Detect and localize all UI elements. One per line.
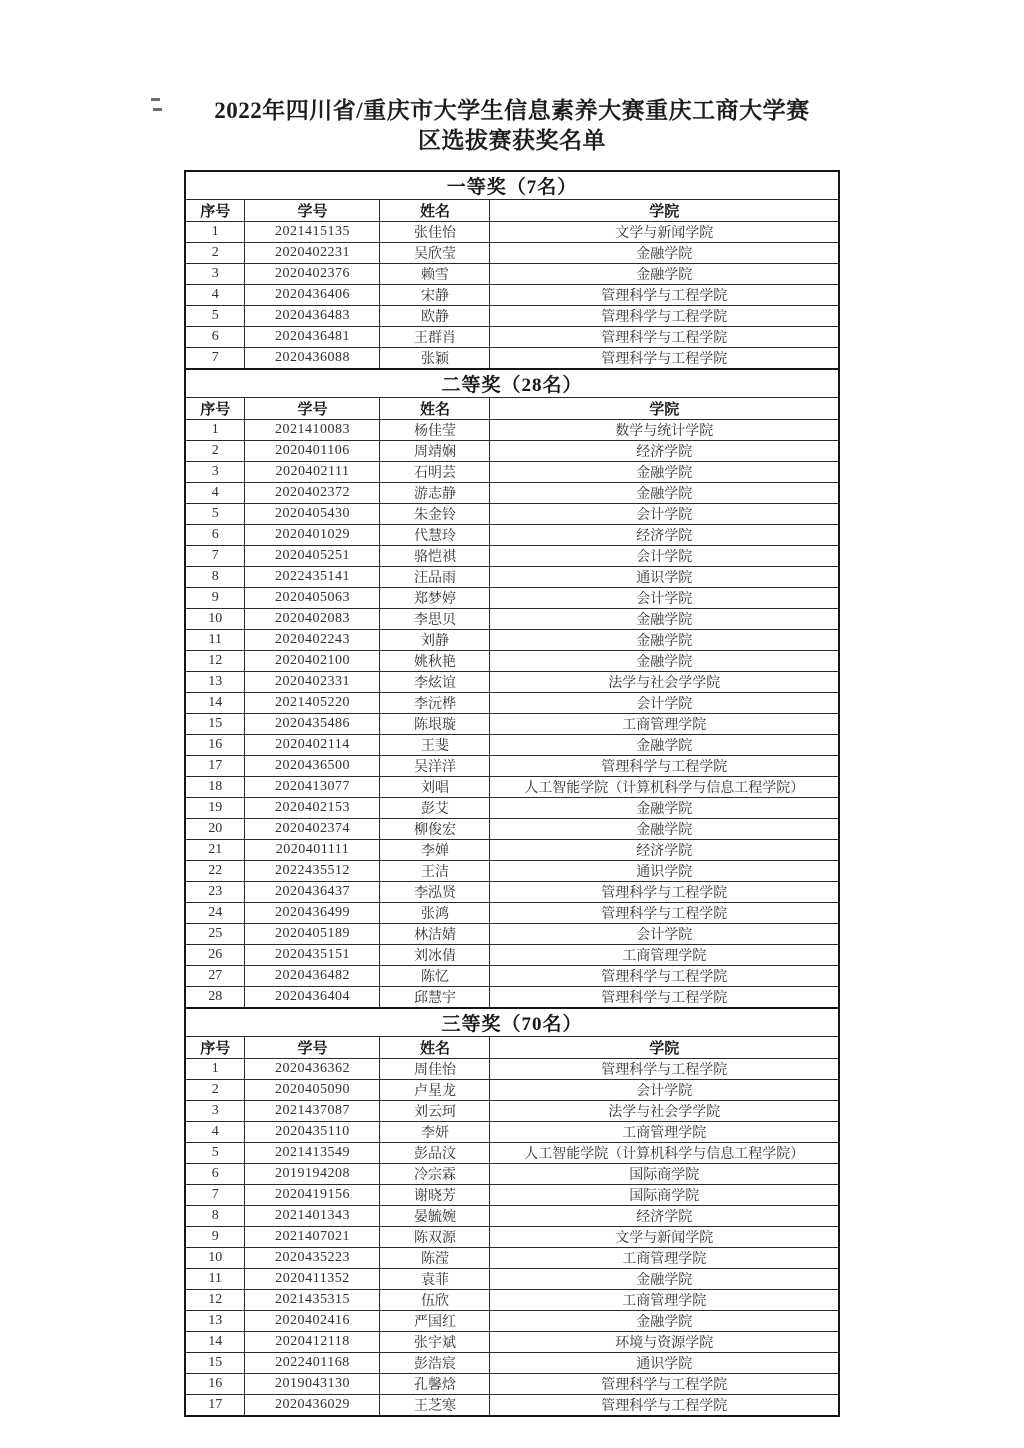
column-header: 姓名 [380, 200, 490, 222]
table-row [185, 672, 839, 693]
college-cell: 经济学院 [490, 840, 839, 861]
table-row [185, 798, 839, 819]
student-id-cell: 2021413549 [245, 1143, 380, 1164]
student-id-cell: 2022401168 [245, 1353, 380, 1374]
table-row [185, 1248, 839, 1269]
college-cell: 环境与资源学院 [490, 1332, 839, 1353]
name-cell: 冷宗霖 [380, 1164, 490, 1185]
college-cell: 金融学院 [490, 462, 839, 483]
name-cell: 骆恺祺 [380, 546, 490, 567]
column-header-row [185, 398, 839, 420]
table-row [185, 987, 839, 1009]
college-cell: 金融学院 [490, 264, 839, 285]
name-cell: 郑梦婷 [380, 588, 490, 609]
student-id-cell: 2020435486 [245, 714, 380, 735]
table-row [185, 1101, 839, 1122]
college-cell: 金融学院 [490, 243, 839, 264]
student-id-cell: 2020435223 [245, 1248, 380, 1269]
column-header: 序号 [185, 398, 245, 420]
serial-cell: 14 [185, 693, 245, 714]
table-row [185, 504, 839, 525]
column-header-row [185, 1037, 839, 1059]
student-id-cell: 2020435110 [245, 1122, 380, 1143]
college-cell: 经济学院 [490, 1206, 839, 1227]
student-id-cell: 2022435512 [245, 861, 380, 882]
college-cell: 工商管理学院 [490, 1290, 839, 1311]
serial-cell: 17 [185, 756, 245, 777]
college-cell: 管理科学与工程学院 [490, 1374, 839, 1395]
student-id-cell: 2020402372 [245, 483, 380, 504]
student-id-cell: 2021405220 [245, 693, 380, 714]
table-row [185, 1332, 839, 1353]
table-row [185, 1206, 839, 1227]
name-cell: 石明芸 [380, 462, 490, 483]
table-row [185, 1059, 839, 1080]
table-row [185, 1311, 839, 1332]
serial-cell: 16 [185, 1374, 245, 1395]
name-cell: 彭浩宸 [380, 1353, 490, 1374]
table-row [185, 1395, 839, 1417]
serial-cell: 7 [185, 348, 245, 370]
student-id-cell: 2020436029 [245, 1395, 380, 1417]
table-row [185, 840, 839, 861]
name-cell: 代慧玲 [380, 525, 490, 546]
serial-cell: 6 [185, 525, 245, 546]
table-row [185, 327, 839, 348]
name-cell: 杨佳莹 [380, 420, 490, 441]
college-cell: 金融学院 [490, 1269, 839, 1290]
name-cell: 王洁 [380, 861, 490, 882]
table-row [185, 735, 839, 756]
college-cell: 会计学院 [490, 693, 839, 714]
column-header: 学院 [490, 1037, 839, 1059]
name-cell: 李婵 [380, 840, 490, 861]
name-cell: 孔馨焓 [380, 1374, 490, 1395]
column-header: 学号 [245, 398, 380, 420]
college-cell: 管理科学与工程学院 [490, 306, 839, 327]
table-row [185, 1290, 839, 1311]
college-cell: 国际商学院 [490, 1185, 839, 1206]
college-cell: 管理科学与工程学院 [490, 327, 839, 348]
table-row [185, 525, 839, 546]
college-cell: 管理科学与工程学院 [490, 882, 839, 903]
name-cell: 刘静 [380, 630, 490, 651]
table-row [185, 609, 839, 630]
section-header-row [185, 1008, 839, 1037]
serial-cell: 1 [185, 1059, 245, 1080]
table-row [185, 306, 839, 327]
student-id-cell: 2021435315 [245, 1290, 380, 1311]
student-id-cell: 2020405063 [245, 588, 380, 609]
college-cell: 文学与新闻学院 [490, 222, 839, 243]
student-id-cell: 2020402331 [245, 672, 380, 693]
student-id-cell: 2020405251 [245, 546, 380, 567]
table-row [185, 1374, 839, 1395]
name-cell: 柳俊宏 [380, 819, 490, 840]
name-cell: 林洁婧 [380, 924, 490, 945]
college-cell: 管理科学与工程学院 [490, 966, 839, 987]
table-row [185, 441, 839, 462]
name-cell: 周佳怡 [380, 1059, 490, 1080]
student-id-cell: 2020402376 [245, 264, 380, 285]
student-id-cell: 2020436499 [245, 903, 380, 924]
college-cell: 金融学院 [490, 735, 839, 756]
student-id-cell: 2020402153 [245, 798, 380, 819]
name-cell: 刘云珂 [380, 1101, 490, 1122]
college-cell: 金融学院 [490, 798, 839, 819]
serial-cell: 20 [185, 819, 245, 840]
table-row [185, 1269, 839, 1290]
student-id-cell: 2020436482 [245, 966, 380, 987]
table-row [185, 420, 839, 441]
college-cell: 管理科学与工程学院 [490, 1059, 839, 1080]
serial-cell: 23 [185, 882, 245, 903]
column-header: 姓名 [380, 398, 490, 420]
student-id-cell: 2020402114 [245, 735, 380, 756]
serial-cell: 13 [185, 672, 245, 693]
college-cell: 金融学院 [490, 630, 839, 651]
table-row [185, 819, 839, 840]
column-header: 序号 [185, 200, 245, 222]
student-id-cell: 2020436483 [245, 306, 380, 327]
name-cell: 谢晓芳 [380, 1185, 490, 1206]
student-id-cell: 2020436088 [245, 348, 380, 370]
college-cell: 文学与新闻学院 [490, 1227, 839, 1248]
table-row [185, 285, 839, 306]
table-row [185, 1164, 839, 1185]
table-row [185, 222, 839, 243]
name-cell: 王斐 [380, 735, 490, 756]
table-row [185, 1185, 839, 1206]
section-header-row [185, 369, 839, 398]
serial-cell: 16 [185, 735, 245, 756]
serial-cell: 6 [185, 327, 245, 348]
student-id-cell: 2020405090 [245, 1080, 380, 1101]
serial-cell: 7 [185, 1185, 245, 1206]
table-row [185, 693, 839, 714]
serial-cell: 3 [185, 462, 245, 483]
serial-cell: 9 [185, 1227, 245, 1248]
college-cell: 人工智能学院（计算机科学与信息工程学院） [490, 777, 839, 798]
table-row [185, 1353, 839, 1374]
table-row [185, 630, 839, 651]
serial-cell: 12 [185, 1290, 245, 1311]
serial-cell: 3 [185, 264, 245, 285]
student-id-cell: 2019043130 [245, 1374, 380, 1395]
column-header: 学号 [245, 200, 380, 222]
name-cell: 张佳怡 [380, 222, 490, 243]
college-cell: 管理科学与工程学院 [490, 1395, 839, 1417]
serial-cell: 15 [185, 1353, 245, 1374]
college-cell: 法学与社会学学院 [490, 672, 839, 693]
name-cell: 刘冰倩 [380, 945, 490, 966]
name-cell: 吴欣莹 [380, 243, 490, 264]
name-cell: 陈垠璇 [380, 714, 490, 735]
table-row [185, 714, 839, 735]
student-id-cell: 2020436362 [245, 1059, 380, 1080]
table-row [185, 264, 839, 285]
table-row [185, 861, 839, 882]
serial-cell: 9 [185, 588, 245, 609]
serial-cell: 12 [185, 651, 245, 672]
table-row [185, 1122, 839, 1143]
name-cell: 李沅桦 [380, 693, 490, 714]
name-cell: 彭艾 [380, 798, 490, 819]
name-cell: 伍欣 [380, 1290, 490, 1311]
serial-cell: 1 [185, 420, 245, 441]
table-row [185, 903, 839, 924]
student-id-cell: 2020436437 [245, 882, 380, 903]
student-id-cell: 2021407021 [245, 1227, 380, 1248]
column-header: 学院 [490, 200, 839, 222]
table-row [185, 567, 839, 588]
college-cell: 管理科学与工程学院 [490, 348, 839, 370]
table-row [185, 243, 839, 264]
college-cell: 工商管理学院 [490, 1248, 839, 1269]
college-cell: 金融学院 [490, 819, 839, 840]
student-id-cell: 2020401029 [245, 525, 380, 546]
column-header: 序号 [185, 1037, 245, 1059]
serial-cell: 4 [185, 1122, 245, 1143]
college-cell: 通识学院 [490, 861, 839, 882]
serial-cell: 4 [185, 483, 245, 504]
college-cell: 工商管理学院 [490, 1122, 839, 1143]
serial-cell: 2 [185, 441, 245, 462]
name-cell: 张鸿 [380, 903, 490, 924]
student-id-cell: 2020402083 [245, 609, 380, 630]
table-row [185, 966, 839, 987]
serial-cell: 6 [185, 1164, 245, 1185]
college-cell: 会计学院 [490, 1080, 839, 1101]
serial-cell: 3 [185, 1101, 245, 1122]
student-id-cell: 2020435151 [245, 945, 380, 966]
college-cell: 法学与社会学学院 [490, 1101, 839, 1122]
serial-cell: 8 [185, 567, 245, 588]
section-title: 三等奖（70名） [185, 1008, 839, 1037]
name-cell: 游志静 [380, 483, 490, 504]
table-row [185, 882, 839, 903]
student-id-cell: 2021437087 [245, 1101, 380, 1122]
name-cell: 周靖娴 [380, 441, 490, 462]
name-cell: 朱金铃 [380, 504, 490, 525]
serial-cell: 5 [185, 1143, 245, 1164]
name-cell: 姚秋艳 [380, 651, 490, 672]
document-title [152, 0, 872, 156]
college-cell: 金融学院 [490, 651, 839, 672]
name-cell: 欧静 [380, 306, 490, 327]
name-cell: 张颖 [380, 348, 490, 370]
serial-cell: 10 [185, 609, 245, 630]
table-row [185, 1227, 839, 1248]
table-row [185, 588, 839, 609]
college-cell: 管理科学与工程学院 [490, 285, 839, 306]
student-id-cell: 2020402416 [245, 1311, 380, 1332]
awards-table [184, 170, 840, 1417]
serial-cell: 8 [185, 1206, 245, 1227]
student-id-cell: 2020401106 [245, 441, 380, 462]
serial-cell: 28 [185, 987, 245, 1009]
table-row [185, 651, 839, 672]
name-cell: 严国红 [380, 1311, 490, 1332]
serial-cell: 27 [185, 966, 245, 987]
student-id-cell: 2020402374 [245, 819, 380, 840]
serial-cell: 10 [185, 1248, 245, 1269]
college-cell: 工商管理学院 [490, 945, 839, 966]
college-cell: 会计学院 [490, 588, 839, 609]
name-cell: 汪品雨 [380, 567, 490, 588]
college-cell: 会计学院 [490, 546, 839, 567]
college-cell: 人工智能学院（计算机科学与信息工程学院） [490, 1143, 839, 1164]
table-row [185, 945, 839, 966]
table-row [185, 756, 839, 777]
name-cell: 宋静 [380, 285, 490, 306]
serial-cell: 5 [185, 504, 245, 525]
column-header: 学号 [245, 1037, 380, 1059]
college-cell: 经济学院 [490, 441, 839, 462]
college-cell: 数学与统计学院 [490, 420, 839, 441]
student-id-cell: 2020405189 [245, 924, 380, 945]
student-id-cell: 2020405430 [245, 504, 380, 525]
college-cell: 管理科学与工程学院 [490, 987, 839, 1009]
serial-cell: 1 [185, 222, 245, 243]
student-id-cell: 2020402231 [245, 243, 380, 264]
serial-cell: 25 [185, 924, 245, 945]
college-cell: 金融学院 [490, 609, 839, 630]
serial-cell: 24 [185, 903, 245, 924]
section-title: 一等奖（7名） [185, 171, 839, 200]
college-cell: 通识学院 [490, 567, 839, 588]
section-header-row [185, 171, 839, 200]
name-cell: 赖雪 [380, 264, 490, 285]
student-id-cell: 2020436500 [245, 756, 380, 777]
name-cell: 王芝寒 [380, 1395, 490, 1417]
table-row [185, 1080, 839, 1101]
student-id-cell: 2021410083 [245, 420, 380, 441]
student-id-cell: 2020436404 [245, 987, 380, 1009]
college-cell: 管理科学与工程学院 [490, 756, 839, 777]
student-id-cell: 2020402100 [245, 651, 380, 672]
table-row [185, 924, 839, 945]
table-row [185, 462, 839, 483]
name-cell: 李思贝 [380, 609, 490, 630]
name-cell: 卢星龙 [380, 1080, 490, 1101]
serial-cell: 26 [185, 945, 245, 966]
name-cell: 王群肖 [380, 327, 490, 348]
name-cell: 彭品汶 [380, 1143, 490, 1164]
name-cell: 刘唱 [380, 777, 490, 798]
college-cell: 国际商学院 [490, 1164, 839, 1185]
college-cell: 工商管理学院 [490, 714, 839, 735]
serial-cell: 18 [185, 777, 245, 798]
table-row [185, 546, 839, 567]
student-id-cell: 2020419156 [245, 1185, 380, 1206]
college-cell: 管理科学与工程学院 [490, 903, 839, 924]
student-id-cell: 2020411352 [245, 1269, 380, 1290]
student-id-cell: 2022435141 [245, 567, 380, 588]
name-cell: 陈忆 [380, 966, 490, 987]
student-id-cell: 2020401111 [245, 840, 380, 861]
name-cell: 邱慧宇 [380, 987, 490, 1009]
column-header-row [185, 200, 839, 222]
scan-artifact [151, 98, 160, 101]
name-cell: 李泓贤 [380, 882, 490, 903]
serial-cell: 4 [185, 285, 245, 306]
college-cell: 通识学院 [490, 1353, 839, 1374]
serial-cell: 14 [185, 1332, 245, 1353]
student-id-cell: 2020402243 [245, 630, 380, 651]
serial-cell: 15 [185, 714, 245, 735]
student-id-cell: 2021401343 [245, 1206, 380, 1227]
college-cell: 会计学院 [490, 504, 839, 525]
student-id-cell: 2020412118 [245, 1332, 380, 1353]
student-id-cell: 2020413077 [245, 777, 380, 798]
student-id-cell: 2020402111 [245, 462, 380, 483]
column-header: 姓名 [380, 1037, 490, 1059]
serial-cell: 2 [185, 243, 245, 264]
name-cell: 李妍 [380, 1122, 490, 1143]
college-cell: 经济学院 [490, 525, 839, 546]
serial-cell: 17 [185, 1395, 245, 1417]
serial-cell: 11 [185, 630, 245, 651]
name-cell: 陈滢 [380, 1248, 490, 1269]
serial-cell: 7 [185, 546, 245, 567]
table-row [185, 1143, 839, 1164]
serial-cell: 21 [185, 840, 245, 861]
title-line-1: 2022年四川省/重庆市大学生信息素养大赛重庆工商大学赛 [214, 98, 810, 123]
serial-cell: 2 [185, 1080, 245, 1101]
college-cell: 金融学院 [490, 483, 839, 504]
college-cell: 金融学院 [490, 1311, 839, 1332]
title-line-2: 区选拔赛获奖名单 [418, 128, 606, 153]
name-cell: 袁菲 [380, 1269, 490, 1290]
name-cell: 晏毓婉 [380, 1206, 490, 1227]
serial-cell: 11 [185, 1269, 245, 1290]
name-cell: 张宇斌 [380, 1332, 490, 1353]
serial-cell: 22 [185, 861, 245, 882]
student-id-cell: 2021415135 [245, 222, 380, 243]
college-cell: 会计学院 [490, 924, 839, 945]
serial-cell: 5 [185, 306, 245, 327]
student-id-cell: 2020436481 [245, 327, 380, 348]
section-title: 二等奖（28名） [185, 369, 839, 398]
name-cell: 陈双源 [380, 1227, 490, 1248]
serial-cell: 13 [185, 1311, 245, 1332]
column-header: 学院 [490, 398, 839, 420]
student-id-cell: 2019194208 [245, 1164, 380, 1185]
name-cell: 吴洋洋 [380, 756, 490, 777]
table-row [185, 348, 839, 370]
table-row [185, 483, 839, 504]
name-cell: 李炫谊 [380, 672, 490, 693]
serial-cell: 19 [185, 798, 245, 819]
table-row [185, 777, 839, 798]
student-id-cell: 2020436406 [245, 285, 380, 306]
